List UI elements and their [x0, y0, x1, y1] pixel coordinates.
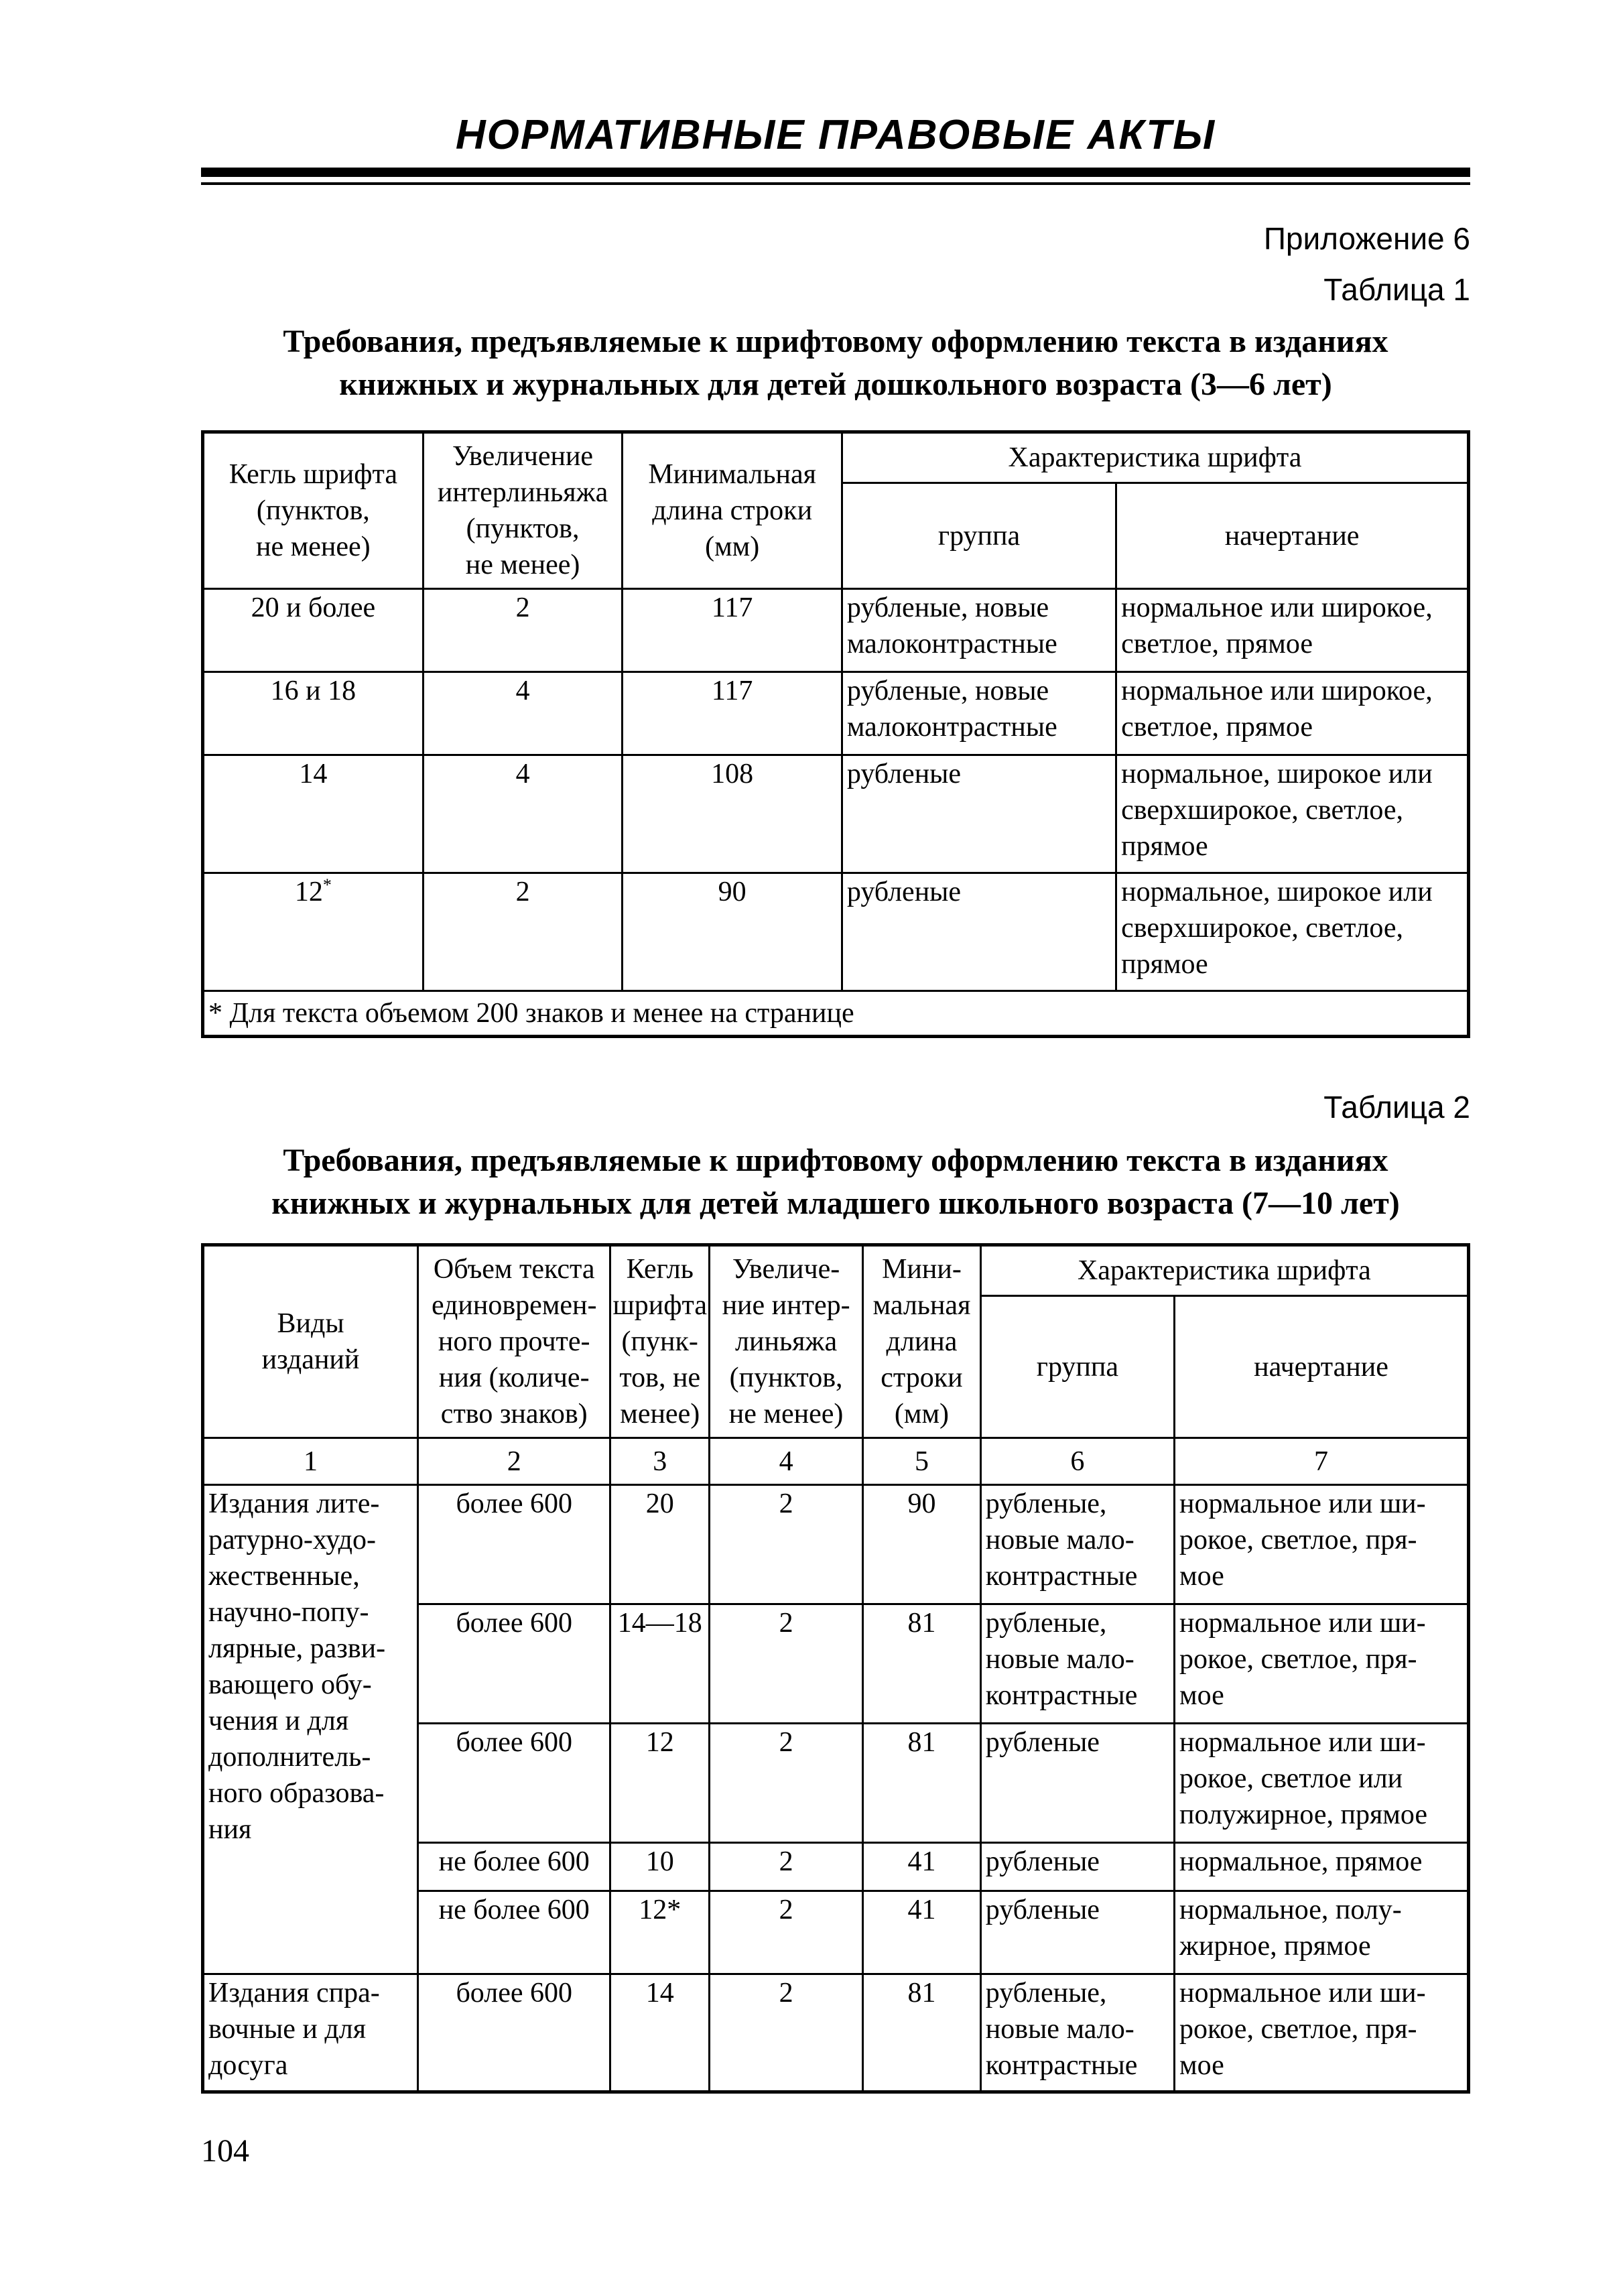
t2-cell-volume: более 600	[418, 1604, 610, 1724]
table1-caption-line1: Требования, предъявляемые к шрифтовому оформлению текста в изданиях	[283, 324, 1388, 359]
t2-cell-volume: более 600	[418, 1485, 610, 1604]
t2-cell-group: рубленые	[980, 1724, 1174, 1843]
t2-cell-min-length: 81	[863, 1974, 981, 2092]
t2-cell-min-length: 41	[863, 1843, 981, 1891]
t1-cell-group: рубленые, новые малоконтрастные	[842, 589, 1116, 672]
t1-header-interline: Увеличение интерлиньяжа (пунктов, не менее)	[423, 432, 623, 589]
table-row	[203, 1485, 1469, 1604]
t2-cell-min-length: 90	[863, 1485, 981, 1604]
t1-header-style: начертание	[1116, 483, 1469, 589]
t1-header-font-char: Характеристика шрифта	[842, 432, 1468, 483]
t1-cell-min-length: 117	[623, 672, 842, 755]
table1-caption	[201, 320, 1470, 406]
page-number: 104	[201, 2133, 249, 2169]
table2-label: Таблица 2	[1323, 1090, 1470, 1125]
t2-cell-kegl: 12	[610, 1724, 710, 1843]
t1-cell-kegl: 16 и 18	[203, 672, 424, 755]
t2-cell-group: рубленые	[980, 1843, 1174, 1891]
header-rule-thin	[201, 182, 1470, 185]
t2-cell-min-length: 81	[863, 1604, 981, 1724]
t1-cell-interline: 4	[423, 672, 623, 755]
t2-cell-group: рубленые	[980, 1891, 1174, 1974]
t2-cell-volume: более 600	[418, 1974, 610, 2092]
table-row	[203, 672, 1469, 755]
table-row	[203, 873, 1469, 991]
t2-cell-min-length: 81	[863, 1724, 981, 1843]
table1-caption-line2: книжных и журнальных для детей дошкольного возраста (3—6 лет)	[339, 367, 1332, 402]
t1-cell-kegl-value: 12	[294, 877, 323, 907]
table-row	[203, 755, 1469, 873]
t2-cell-volume: не более 600	[418, 1891, 610, 1974]
t1-cell-interline: 4	[423, 755, 623, 873]
t1-cell-style: нормальное или широкое, светлое, прямое	[1116, 672, 1469, 755]
t1-cell-style: нормальное, широкое или сверхширокое, светлое, прямое	[1116, 873, 1469, 991]
table1	[201, 430, 1470, 1038]
header-rule-thick	[201, 168, 1470, 177]
t1-cell-group: рубленые, новые малоконтрастные	[842, 672, 1116, 755]
t1-cell-min-length: 117	[623, 589, 842, 672]
t1-cell-kegl: 20 и более	[203, 589, 424, 672]
t2-header-font-char: Характеристика шрифта	[980, 1245, 1468, 1296]
column-numbers-row	[203, 1438, 1469, 1485]
t2-cell-style: нормальное или ши- рокое, светлое, пря- мое	[1175, 1485, 1469, 1604]
t2-header-min-length: Мини- мальная длина строки (мм)	[863, 1245, 981, 1438]
t2-cell-style: нормальное, прямое	[1175, 1843, 1469, 1891]
t2-cell-kegl: 10	[610, 1843, 710, 1891]
t2-cell-group: рубленые, новые мало- контрастные	[980, 1974, 1174, 2092]
t2-cell-interline: 2	[710, 1724, 863, 1843]
t2-cell-min-length: 41	[863, 1891, 981, 1974]
column-number: 5	[863, 1438, 981, 1485]
t2-header-group: группа	[980, 1296, 1174, 1438]
t2-cell-style: нормальное, полу- жирное, прямое	[1175, 1891, 1469, 1974]
t2-cell-kind: Издания спра- вочные и для досуга	[203, 1974, 418, 2092]
appendix-label: Приложение 6	[1263, 221, 1470, 256]
t2-cell-style: нормальное или ши- рокое, светлое, пря- мое	[1175, 1604, 1469, 1724]
t1-cell-style: нормальное, широкое или сверхширокое, светлое, прямое	[1116, 755, 1469, 873]
t1-cell-interline: 2	[423, 589, 623, 672]
t1-cell-interline: 2	[423, 873, 623, 991]
t1-cell-kegl: 14	[203, 755, 424, 873]
t2-cell-group: рубленые, новые мало- контрастные	[980, 1604, 1174, 1724]
footnote-mark: *	[322, 875, 332, 895]
t2-cell-interline: 2	[710, 1891, 863, 1974]
t2-cell-kind: Издания лите- ратурно-худо- жественные, научно-попу- лярные, разви- вающего обу- чения и для дополнитель- ного образова- ния	[203, 1485, 418, 1974]
t2-cell-interline: 2	[710, 1485, 863, 1604]
t2-header-kegl: Кегль шрифта (пунк- тов, не менее)	[610, 1245, 710, 1438]
t1-cell-min-length: 90	[623, 873, 842, 991]
table1-label: Таблица 1	[1323, 272, 1470, 307]
t2-cell-interline: 2	[710, 1974, 863, 2092]
t1-cell-style: нормальное или широкое, светлое, прямое	[1116, 589, 1469, 672]
t1-header-group: группа	[842, 483, 1116, 589]
t1-cell-min-length: 108	[623, 755, 842, 873]
table-row	[203, 589, 1469, 672]
t1-header-kegl: Кегль шрифта (пунктов, не менее)	[203, 432, 424, 589]
t1-header-min-length: Минимальная длина строки (мм)	[623, 432, 842, 589]
t2-cell-style: нормальное или ши- рокое, светлое или полужирное, прямое	[1175, 1724, 1469, 1843]
t2-cell-style: нормальное или ши- рокое, светлое, пря- мое	[1175, 1974, 1469, 2092]
table2-caption-line1: Требования, предъявляемые к шрифтовому оформлению текста в изданиях	[283, 1143, 1388, 1178]
t1-cell-group: рубленые	[842, 873, 1116, 991]
table-row	[203, 1974, 1469, 2092]
column-number: 1	[203, 1438, 418, 1485]
table2	[201, 1243, 1470, 2094]
t2-cell-interline: 2	[710, 1604, 863, 1724]
t2-cell-kegl: 14	[610, 1974, 710, 2092]
table2-caption	[201, 1139, 1470, 1225]
t1-cell-kegl	[203, 873, 424, 991]
column-number: 6	[980, 1438, 1174, 1485]
t2-cell-kegl: 12*	[610, 1891, 710, 1974]
column-number: 3	[610, 1438, 710, 1485]
t1-footnote: * Для текста объемом 200 знаков и менее на странице	[203, 991, 1469, 1037]
t2-header-interline: Увеличе- ние интер- линьяжа (пунктов, не менее)	[710, 1245, 863, 1438]
column-number: 4	[710, 1438, 863, 1485]
t2-cell-volume: не более 600	[418, 1843, 610, 1891]
table2-caption-line2: книжных и журнальных для детей младшего школьного возраста (7—10 лет)	[271, 1186, 1400, 1221]
t2-header-style: начертание	[1175, 1296, 1469, 1438]
column-number: 7	[1175, 1438, 1469, 1485]
t2-header-volume: Объем текста единовремен- ного прочте- ния (количе- ство знаков)	[418, 1245, 610, 1438]
t2-cell-group: рубленые, новые мало- контрастные	[980, 1485, 1174, 1604]
t2-header-kind: Виды изданий	[203, 1245, 418, 1438]
t2-cell-kegl: 14—18	[610, 1604, 710, 1724]
t2-cell-interline: 2	[710, 1843, 863, 1891]
t2-cell-kegl: 20	[610, 1485, 710, 1604]
t2-cell-volume: более 600	[418, 1724, 610, 1843]
running-header-title: НОРМАТИВНЫЕ ПРАВОВЫЕ АКТЫ	[455, 112, 1216, 158]
column-number: 2	[418, 1438, 610, 1485]
t1-cell-group: рубленые	[842, 755, 1116, 873]
